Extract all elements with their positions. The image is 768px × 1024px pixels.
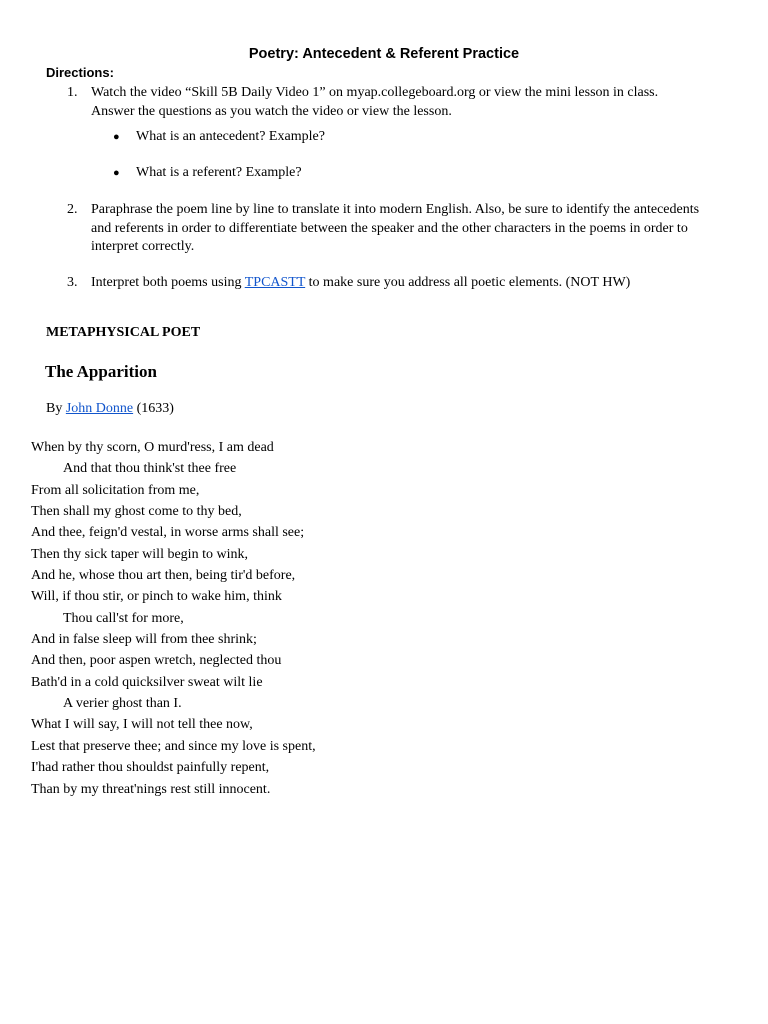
poem-line: Then thy sick taper will begin to wink, [31,546,248,562]
bullet-icon: ● [113,167,120,179]
item-text-after: to make sure you address all poetic elements. (NOT HW) [305,275,631,290]
poem-line: When by thy scorn, O murd'ress, I am dead [31,440,274,455]
author-link[interactable]: John Donne [65,401,134,416]
poem-line: And that thou think'st thee free [63,461,237,477]
poem-line: Thou call'st for more, [63,610,184,626]
poem-line: Then shall my ghost come to thy bed, [31,504,242,520]
poem-line: And then, poor aspen wretch, neglected thou [31,653,282,669]
item-number: 1. [67,85,78,100]
poem-line: Will, if thou stir, or pinch to wake him, think [31,589,282,605]
byline-prefix: By [46,401,66,416]
poem-line: A verier ghost than I. [63,696,182,712]
poem-line: Bath'd in a cold quicksilver sweat wilt lie [31,674,263,690]
poem-line: Lest that preserve thee; and since my love is spent, [31,738,316,754]
poem-line: And in false sleep will from thee shrink; [31,632,257,648]
item-text-before: Interpret both poems using [91,275,245,290]
poem-year: (1633) [133,401,174,416]
item-number: 3. [67,275,78,290]
item-text-line1: Watch the video “Skill 5B Daily Video 1” on myap.collegeboard.org or view the mini lesson in class. [91,85,659,100]
item-text-line2: Answer the questions as you watch the video or view the lesson. [91,103,452,119]
bullet-text: What is an antecedent? Example? [136,129,325,144]
tpcastt-link[interactable]: TPCASTT [244,275,306,290]
poem-line: From all solicitation from me, [31,482,200,498]
item-number: 2. [67,202,78,217]
poem-body [31,437,316,800]
poem-line: And thee, feign'd vestal, in worse arms shall see; [31,525,305,541]
poem-line: Than by my threat'nings rest still innocent. [31,781,271,797]
poem-line: I'had rather thou shouldst painfully repent, [31,760,270,776]
page-title: Poetry: Antecedent & Referent Practice [248,46,520,62]
poem-title: The Apparition [45,362,157,381]
item-text: Paraphrase the poem line by line to translate it into modern English. Also, be sure to identify the antecedents and referents in order to differentiate between the speaker and the other characters in the poems in order to interpret correctly. [91,202,700,254]
poem-line: What I will say, I will not tell thee now, [31,717,253,733]
section-heading: METAPHYSICAL POET [46,325,201,340]
poem-line: And he, whose thou art then, being tir'd before, [31,568,296,584]
bullet-icon: ● [113,131,120,143]
directions-label: Directions: [46,65,114,80]
byline [46,401,174,417]
bullet-text: What is a referent? Example? [136,165,302,180]
